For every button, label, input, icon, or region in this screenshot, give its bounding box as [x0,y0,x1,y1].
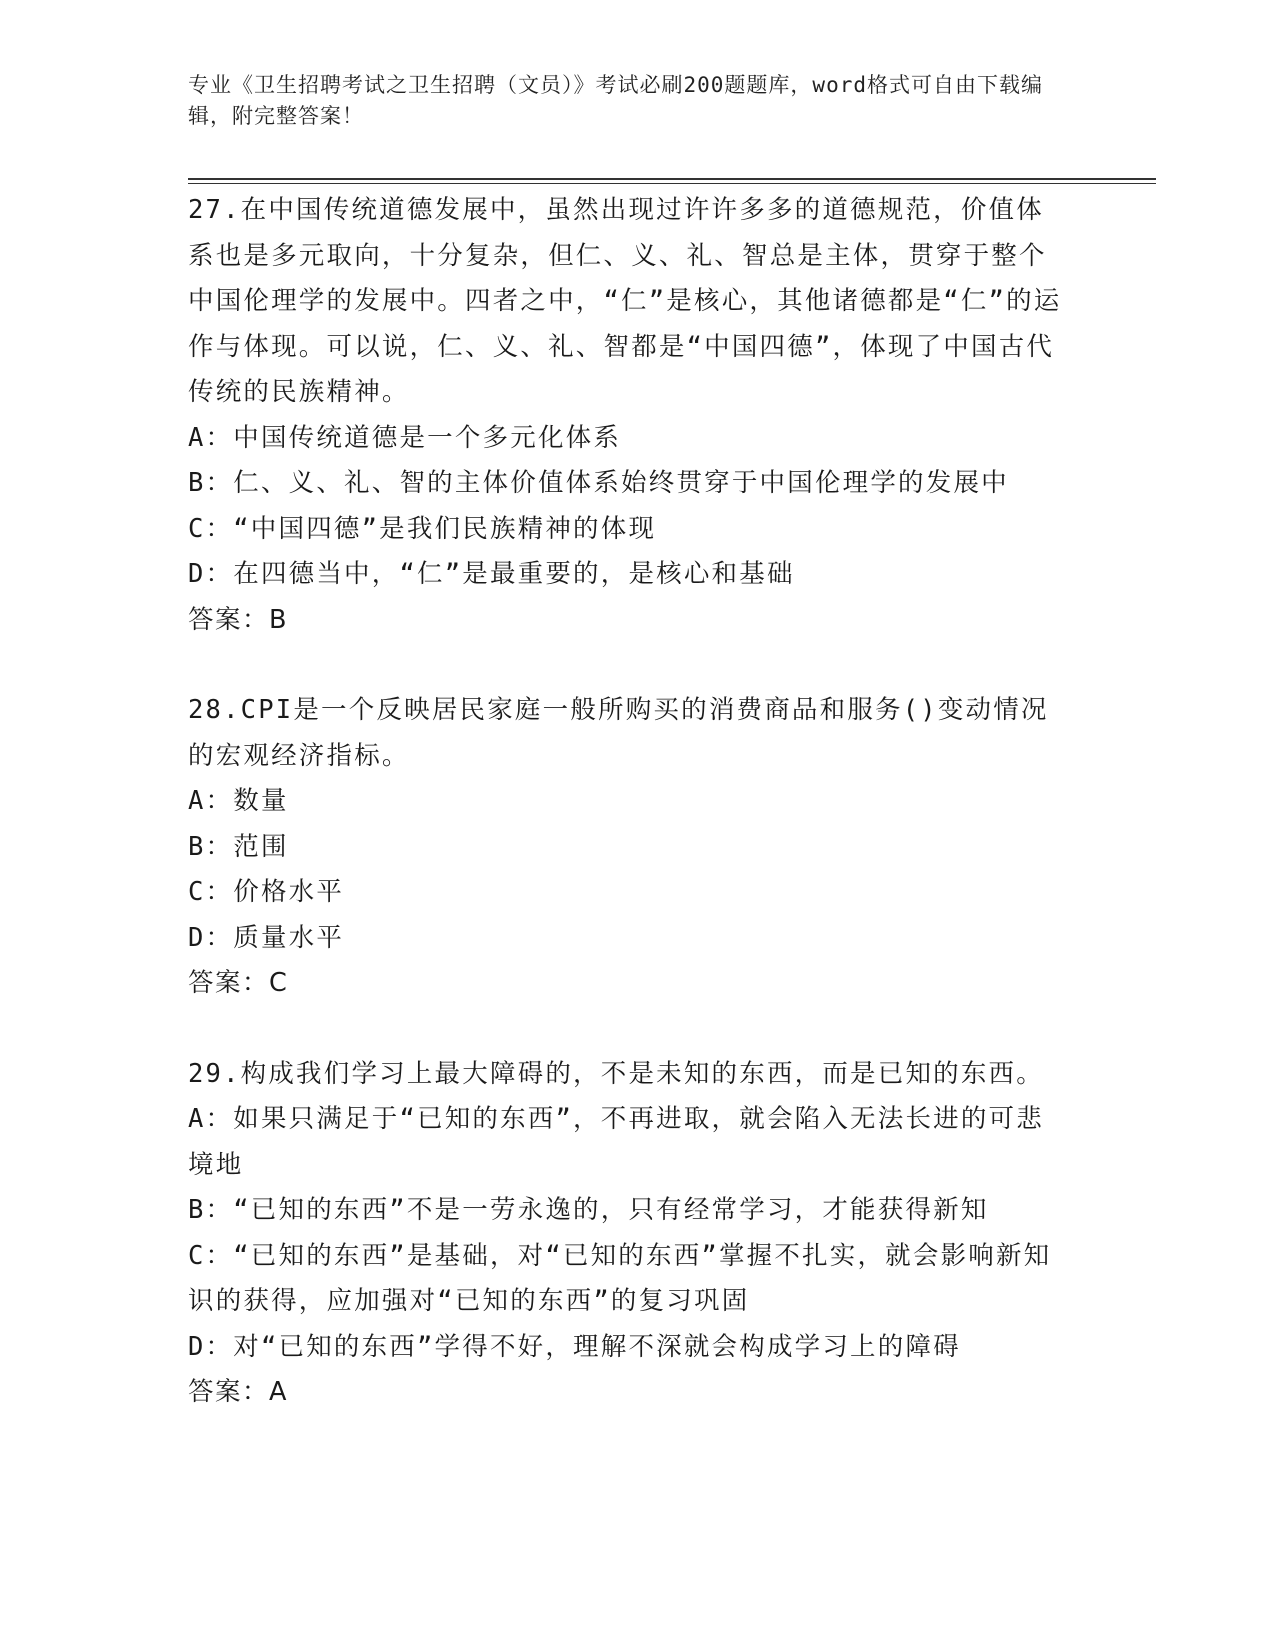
option-d: D：对“已知的东西”学得不好，理解不深就会构成学习上的障碍 [188,1331,961,1362]
option-a: A：如果只满足于“已知的东西”，不再进取，就会陷入无法长进的可悲境地 [188,1104,1044,1180]
header-text: 专业《卫生招聘考试之卫生招聘（文员）》考试必刷200题题库，word格式可自由下载编辑，附完整答案！ [188,73,1043,128]
option-c: C：价格水平 [188,877,345,907]
document-header [188,70,1068,132]
option-b: B：“已知的东西”不是一劳永逸的，只有经常学习，才能获得新知 [188,1195,989,1225]
question-29 [188,1052,1068,1416]
answer-line: 答案：B [188,604,288,635]
option-b: B：仁、义、礼、智的主体价值体系始终贯穿于中国伦理学的发展中 [188,468,1009,498]
question-28 [188,688,1068,1007]
answer-line: 答案：C [188,968,289,998]
question-stem: 29.构成我们学习上最大障碍的，不是未知的东西，而是已知的东西。 [188,1058,1044,1089]
option-c: C：“已知的东西”是基础，对“已知的东西”掌握不扎实，就会影响新知识的获得，应加强对“已知的东西”的复习巩固 [188,1240,1052,1316]
option-a: A：中国传统道德是一个多元化体系 [188,422,622,453]
question-list [188,188,1068,1416]
option-d: D：质量水平 [188,922,345,953]
question-stem: 27.在中国传统道德发展中，虽然出现过许许多多的道德规范，价值体系也是多元取向，十分复杂，但仁、义、礼、智总是主体，贯穿于整个中国伦理学的发展中。四者之中，“仁”是核心，其他诸德都是“仁”的运作与体现。可以说，仁、义、礼、智都是“中国四德”，体现了中国古代传统的民族精神。 [188,195,1062,407]
answer-line: 答案：A [188,1377,288,1407]
option-d: D：在四德当中，“仁”是最重要的，是核心和基础 [188,559,795,589]
header-divider [188,178,1156,184]
option-a: A：数量 [188,786,289,816]
question-stem: 28.CPI是一个反映居民家庭一般所购买的消费商品和服务()变动情况的宏观经济指标。 [188,695,1049,771]
option-c: C：“中国四德”是我们民族精神的体现 [188,513,657,544]
option-b: B：范围 [188,831,289,862]
question-27 [188,188,1068,643]
